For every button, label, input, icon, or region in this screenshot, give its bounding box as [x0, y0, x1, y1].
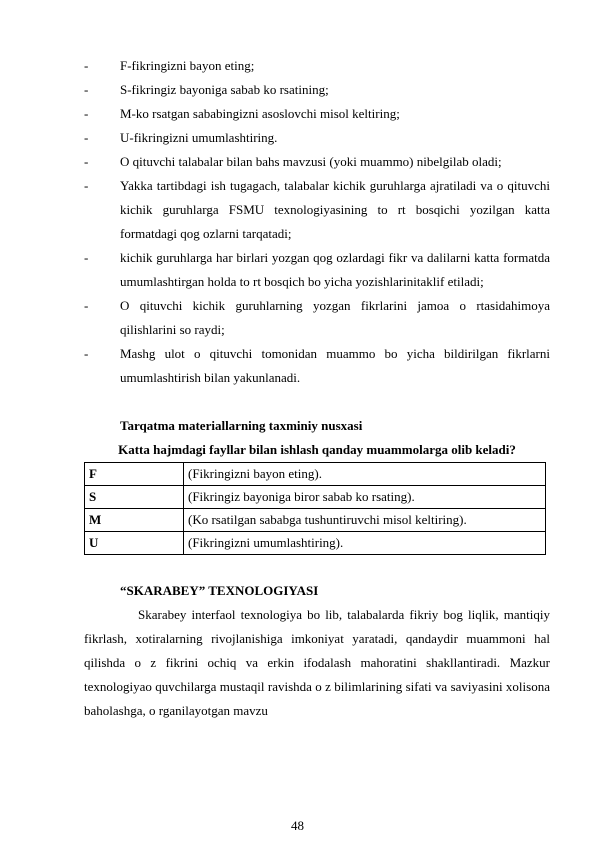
bullet-item [84, 294, 550, 342]
skarabey-paragraph: Skarabey interfaol texnologiya bo lib, talabalarda fikriy bog liqlik, mantiqiy fikrlash, xotiralarning rivojlanishiga imkoniyat yaratadi, qandaydir muammoni hal qilishda o z fikrini ochiq va erkin ifodalash mahoratini shakllantiradi. Mazkur texnologiyao quvchilarga mustaqil ravishda o z bilimlarining sifati va saviyasini xolisona baholashga, o rganilayotgan mavzu [84, 607, 550, 718]
bullet-item [84, 54, 550, 78]
bullet-marker: - [84, 58, 89, 73]
bullet-marker: - [84, 154, 89, 169]
bullet-text: kichik guruhlarga har birlari yozgan qog ozlardagi fikr va dalilarni katta formatda umumlashtirgan holda to rt bosqich bo yicha yozishlarinitaklif etiladi; [120, 250, 550, 289]
bullet-marker: - [84, 250, 89, 265]
bullet-item [84, 102, 550, 126]
bullet-text: F-fikringizni bayon eting; [120, 58, 255, 73]
table-value-cell: (Fikringizni bayon eting). [184, 463, 546, 486]
bullet-marker: - [84, 130, 89, 145]
bullet-list [84, 54, 550, 390]
bullet-item [84, 126, 550, 150]
bullet-text: Yakka tartibdagi ish tugagach, talabalar kichik guruhlarga ajratiladi va o qituvchi kichik guruhlarga FSMU texnologiyasining to rt bosqichi yozilgan katta formatdagi qog ozlarni tarqatadi; [120, 178, 550, 241]
bullet-item [84, 342, 550, 390]
table-value-cell: (Fikringiz bayoniga biror sabab ko rsating). [184, 486, 546, 509]
table-key-cell: U [85, 532, 184, 555]
bullet-marker: - [84, 106, 89, 121]
table-key-cell: F [85, 463, 184, 486]
fsmu-table [84, 462, 546, 555]
table-row [85, 532, 546, 555]
page-number: 48 [291, 818, 304, 833]
page-content [84, 54, 550, 723]
bullet-item [84, 150, 550, 174]
bullet-marker: - [84, 178, 89, 193]
table-value-cell: (Ko rsatilgan sababga tushuntiruvchi misol keltiring). [184, 509, 546, 532]
skarabey-heading: “SKARABEY” TEXNOLOGIYASI [120, 583, 319, 598]
bullet-text: U-fikringizni umumlashtiring. [120, 130, 278, 145]
bullet-marker: - [84, 298, 89, 313]
bullet-text: M-ko rsatgan sababingizni asoslovchi misol keltiring; [120, 106, 400, 121]
bullet-marker: - [84, 82, 89, 97]
table-key-cell: S [85, 486, 184, 509]
bullet-item [84, 174, 550, 246]
table-row [85, 486, 546, 509]
bullet-item [84, 246, 550, 294]
table-row [85, 509, 546, 532]
table-value-cell: (Fikringizni umumlashtiring). [184, 532, 546, 555]
bullet-text: O qituvchi kichik guruhlarning yozgan fikrlarini jamoa o rtasidahimoya qilishlarini so raydi; [120, 298, 550, 337]
bullet-item [84, 78, 550, 102]
handout-heading: Tarqatma materiallarning taxminiy nusxasi [120, 418, 363, 433]
bullet-text: Mashg ulot o qituvchi tomonidan muammo bo yicha bildirilgan fikrlarni umumlashtirish bilan yakunlanadi. [120, 346, 550, 385]
bullet-text: S-fikringiz bayoniga sabab ko rsatining; [120, 82, 329, 97]
bullet-marker: - [84, 346, 89, 361]
bullet-text: O qituvchi talabalar bilan bahs mavzusi (yoki muammo) nibelgilab oladi; [120, 154, 502, 169]
question-heading: Katta hajmdagi fayllar bilan ishlash qanday muammolarga olib keladi? [118, 442, 516, 457]
table-row [85, 463, 546, 486]
table-key-cell: M [85, 509, 184, 532]
